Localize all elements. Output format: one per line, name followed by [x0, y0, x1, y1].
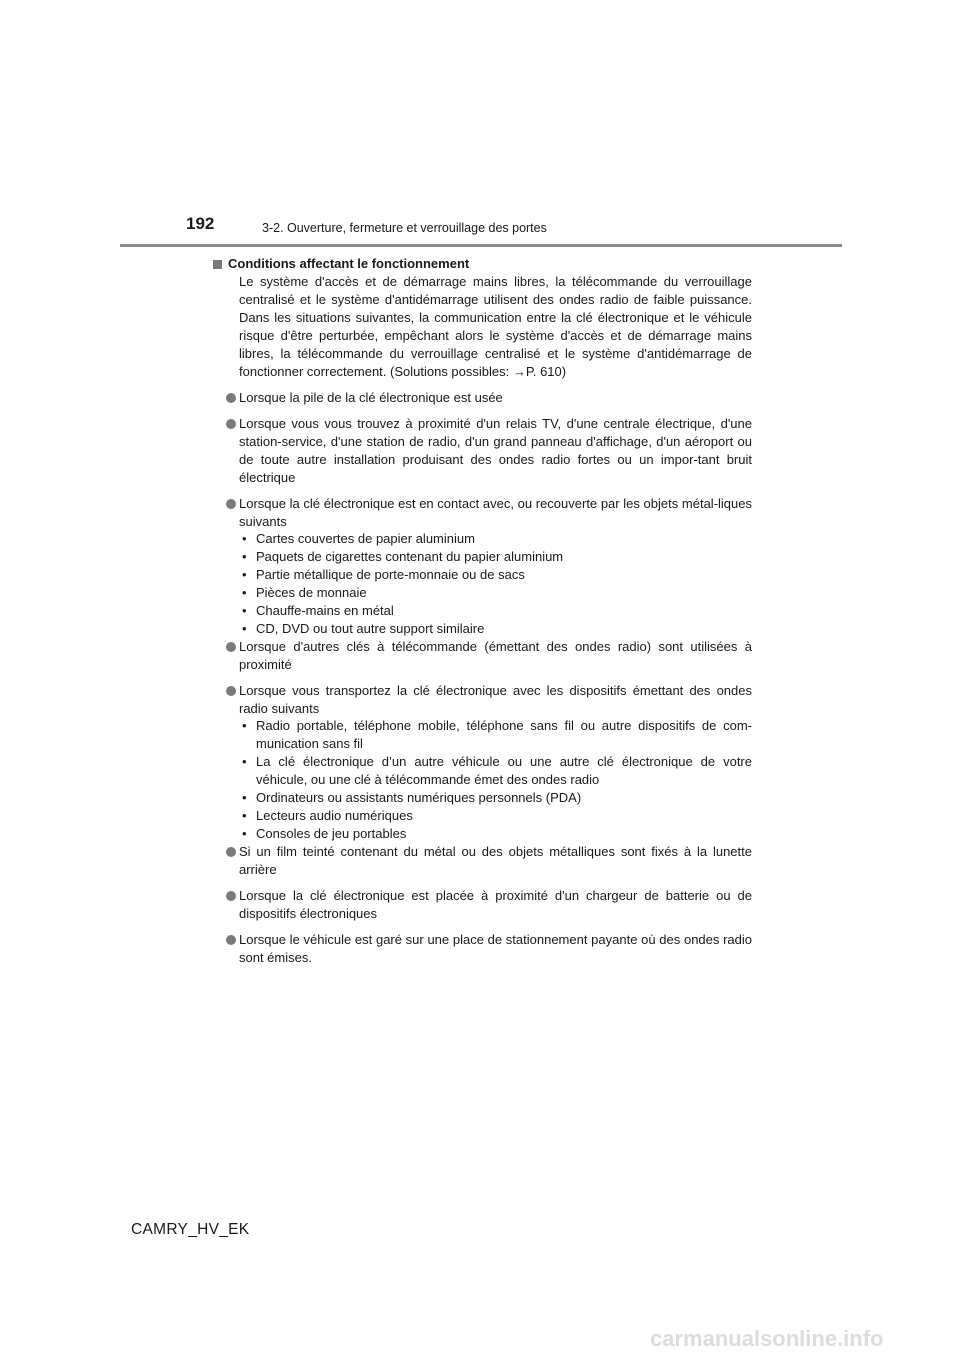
condition-item — [212, 682, 752, 718]
circle-bullet-icon — [226, 686, 236, 696]
section-heading — [212, 255, 752, 273]
circle-bullet-icon — [226, 499, 236, 509]
circle-bullet-icon — [226, 847, 236, 857]
sub-item-text: Chauffe-mains en métal — [256, 603, 394, 618]
sub-item-text: Lecteurs audio numériques — [256, 808, 413, 823]
sub-list-item — [239, 717, 752, 753]
sub-item-text: Pièces de monnaie — [256, 585, 367, 600]
main-content — [212, 255, 752, 975]
section-heading-text: Conditions affectant le fonctionnement — [228, 256, 470, 271]
dot-bullet-icon: • — [242, 754, 247, 769]
dot-bullet-icon: • — [242, 603, 247, 618]
dot-bullet-icon: • — [242, 790, 247, 805]
condition-item — [212, 389, 752, 407]
sub-list-item — [239, 548, 752, 566]
dot-bullet-icon: • — [242, 826, 247, 841]
dot-bullet-icon: • — [242, 718, 247, 733]
section-title: 3-2. Ouverture, fermeture et verrouillage des portes — [262, 221, 547, 235]
sub-item-text: Partie métallique de porte-monnaie ou de sacs — [256, 567, 525, 582]
sub-list-item — [239, 825, 752, 843]
circle-bullet-icon — [226, 891, 236, 901]
circle-bullet-icon — [226, 935, 236, 945]
condition-text: Lorsque vous vous trouvez à proximité d'un relais TV, d'une centrale électrique, d'une station-service, d'une station de radio, d'un grand panneau d'affichage, d'un aéroport ou de toute autre installation produisant des ondes radio fortes ou un impor-tant bruit électrique — [239, 416, 752, 485]
condition-text: Lorsque vous transportez la clé électronique avec les dispositifs émettant des ondes radio suivants — [239, 683, 752, 716]
sub-item-text: Radio portable, téléphone mobile, téléphone sans fil ou autre dispositifs de com-munication sans fil — [256, 718, 752, 751]
condition-text: Lorsque la pile de la clé électronique est usée — [239, 390, 503, 405]
sub-list-item — [239, 620, 752, 638]
watermark: carmanualsonline.info — [650, 1326, 884, 1351]
condition-list — [212, 389, 752, 967]
dot-bullet-icon: • — [242, 808, 247, 823]
condition-item — [212, 887, 752, 923]
dot-bullet-icon: • — [242, 585, 247, 600]
condition-text: Lorsque d'autres clés à télécommande (émettant des ondes radio) sont utilisées à proximité — [239, 639, 752, 672]
condition-item — [212, 843, 752, 879]
dot-bullet-icon: • — [242, 621, 247, 636]
sub-list-item — [239, 584, 752, 602]
sub-list-item — [239, 530, 752, 548]
header-rule — [120, 244, 842, 247]
circle-bullet-icon — [226, 393, 236, 403]
sub-list-item — [239, 789, 752, 807]
circle-bullet-icon — [226, 419, 236, 429]
condition-text: Lorsque le véhicule est garé sur une place de stationnement payante où des ondes radio sont émises. — [239, 932, 752, 965]
model-code: CAMRY_HV_EK — [131, 1221, 250, 1238]
sub-list — [239, 530, 752, 638]
condition-text: Lorsque la clé électronique est en contact avec, ou recouverte par les objets métal-liques suivants — [239, 496, 752, 529]
sub-list-item — [239, 566, 752, 584]
dot-bullet-icon: • — [242, 549, 247, 564]
condition-text: Lorsque la clé électronique est placée à proximité d'un chargeur de batterie ou de dispositifs électroniques — [239, 888, 752, 921]
sub-list-item — [239, 753, 752, 789]
sub-list-item — [239, 602, 752, 620]
condition-item — [212, 638, 752, 674]
sub-item-text: Consoles de jeu portables — [256, 826, 407, 841]
sub-item-text: CD, DVD ou tout autre support similaire — [256, 621, 485, 636]
sub-item-text: La clé électronique d’un autre véhicule ou une autre clé électronique de votre véhicule, ou une clé à télécommande émet des ondes radio — [256, 754, 752, 787]
sub-list — [239, 717, 752, 843]
page-number: 192 — [186, 214, 215, 233]
circle-bullet-icon — [226, 642, 236, 652]
condition-text: Si un film teinté contenant du métal ou des objets métalliques sont fixés à la lunette arrière — [239, 844, 752, 877]
condition-item — [212, 495, 752, 531]
condition-item — [212, 415, 752, 487]
dot-bullet-icon: • — [242, 567, 247, 582]
sub-item-text: Cartes couvertes de papier aluminium — [256, 531, 475, 546]
square-bullet-icon — [213, 260, 222, 269]
sub-item-text: Ordinateurs ou assistants numériques personnels (PDA) — [256, 790, 582, 805]
sub-item-text: Paquets de cigarettes contenant du papier aluminium — [256, 549, 564, 564]
sub-list-item — [239, 807, 752, 825]
condition-item — [212, 931, 752, 967]
dot-bullet-icon: • — [242, 531, 247, 546]
intro-paragraph: Le système d'accès et de démarrage mains libres, la télécommande du verrouillage centralisé et le système d'antidémarrage utilisent des ondes radio de faible puissance. Dans les situations suivantes, la communication entre la clé électronique et le véhicule risque d'être perturbée, empêchant alors le système d'accès et de démarrage mains libres, la télécommande du verrouillage centralisé et le système d'antidémarrage de fonctionner correctement. (Solutions possibles: →P. 610) — [239, 274, 752, 379]
